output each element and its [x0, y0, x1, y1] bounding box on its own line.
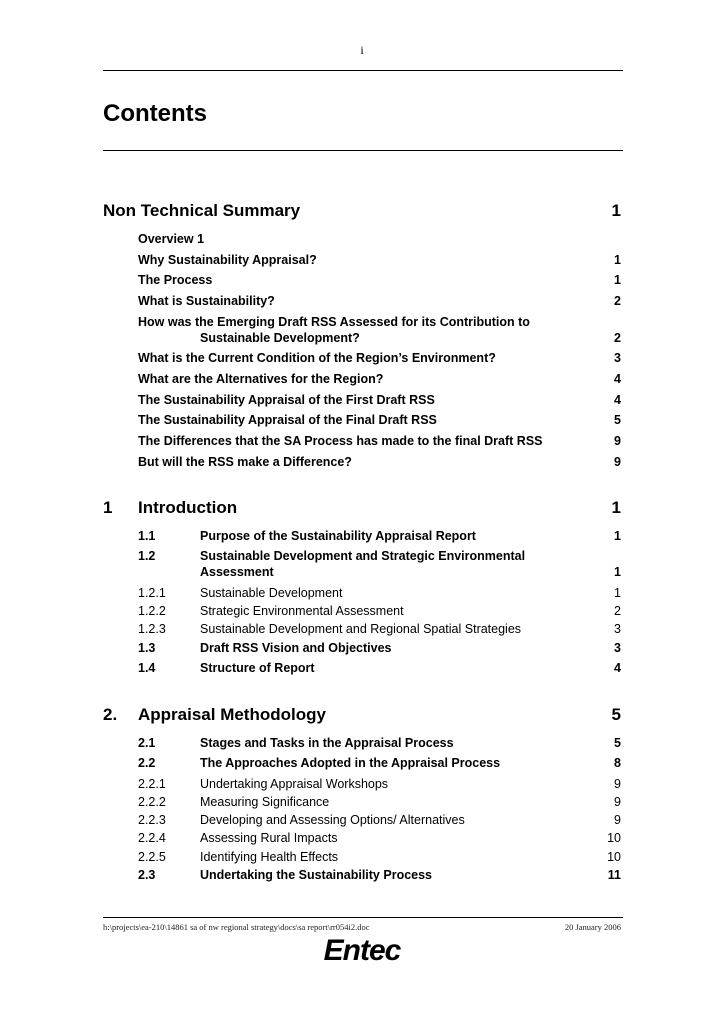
toc-entry-number: 2.2.4 — [138, 831, 166, 845]
toc-entry-page: 9 — [614, 777, 621, 791]
toc-entry-label: Overview 1 — [138, 232, 205, 246]
toc-entry-number: 2.2 — [138, 756, 156, 770]
toc-entry-page: 4 — [614, 393, 621, 407]
toc-entry-label: The Process — [138, 273, 213, 287]
toc-entry-page: 1 — [614, 565, 621, 579]
toc-entry-page: 8 — [614, 756, 621, 770]
toc-entry-label: What is Sustainability? — [138, 294, 275, 308]
toc-entry-page: 10 — [607, 850, 621, 864]
toc-entry-page: 2 — [614, 331, 621, 345]
toc-entry-number: 2.2.3 — [138, 813, 166, 827]
toc-entry-label: But will the RSS make a Difference? — [138, 455, 352, 469]
toc-entry-number: 2.2.2 — [138, 795, 166, 809]
entec-logo: Entec — [323, 934, 401, 967]
toc-entry-label: How was the Emerging Draft RSS Assessed for its Contribution to — [138, 315, 530, 329]
toc-entry-number: 1.3 — [138, 641, 156, 655]
toc-entry-label-continued: Assessment — [200, 565, 274, 579]
toc-entry-label: The Differences that the SA Process has made to the final Draft RSS — [138, 434, 543, 448]
toc-entry-page: 1 — [614, 253, 621, 267]
footer-date: 20 January 2006 — [564, 922, 621, 932]
toc-entry-page: 2 — [614, 604, 621, 618]
toc-heading-nts[interactable] — [0, 201, 724, 223]
toc-entry-label: Sustainable Development and Strategic Environmental — [200, 549, 526, 563]
toc-heading-label: Introduction — [138, 498, 238, 517]
toc-entry-label: The Approaches Adopted in the Appraisal Process — [200, 756, 501, 770]
toc-entry-number: 1.2.1 — [138, 586, 166, 600]
toc-entry-number: 1.4 — [138, 661, 156, 675]
toc-entry-label: The Sustainability Appraisal of the First Draft RSS — [138, 393, 435, 407]
toc-entry-page: 1 — [614, 273, 621, 287]
toc-heading-page: 1 — [611, 498, 621, 517]
toc-entry-number: 2.1 — [138, 736, 156, 750]
toc-entry-page: 3 — [614, 641, 621, 655]
toc-entry-number: 1.2.2 — [138, 604, 166, 618]
toc-entry-label: What are the Alternatives for the Region? — [138, 372, 384, 386]
toc-entry-number: 1.1 — [138, 529, 156, 543]
toc-heading-page: 5 — [611, 705, 621, 724]
toc-entry-number: 1.2.3 — [138, 622, 166, 636]
toc-entry-label: Sustainable Development — [200, 586, 343, 600]
page-number: i — [360, 43, 364, 57]
title-rule — [103, 150, 623, 151]
toc-entry-label: Structure of Report — [200, 661, 315, 675]
toc-heading-page: 1 — [611, 201, 621, 220]
toc-entry-number: 1.2 — [138, 549, 156, 563]
toc-entry-label: Stages and Tasks in the Appraisal Process — [200, 736, 454, 750]
toc-heading-introduction[interactable] — [0, 498, 724, 520]
toc-entry-label: Undertaking the Sustainability Process — [200, 868, 433, 882]
toc-entry-label: Identifying Health Effects — [200, 850, 339, 864]
toc-entry-page: 4 — [614, 661, 621, 675]
toc-entry-page: 3 — [614, 622, 621, 636]
toc-entry-page: 5 — [614, 413, 621, 427]
toc-entry-label: Measuring Significance — [200, 795, 330, 809]
toc-entry-number: 2.2.1 — [138, 777, 166, 791]
toc-entry-number: 2.2.5 — [138, 850, 166, 864]
toc-entry-label: Draft RSS Vision and Objectives — [200, 641, 392, 655]
toc-entry-label: Purpose of the Sustainability Appraisal Report — [200, 529, 476, 543]
toc-entry[interactable] — [0, 314, 724, 348]
footer-rule — [103, 917, 623, 918]
toc-entry-label: Strategic Environmental Assessment — [200, 604, 404, 618]
toc-entry-page: 9 — [614, 455, 621, 469]
page-title: Contents — [103, 100, 207, 127]
toc-entry-label: What is the Current Condition of the Region’s Environment? — [138, 351, 496, 365]
toc-entry-label: Why Sustainability Appraisal? — [138, 253, 317, 267]
toc-entry-page: 1 — [614, 529, 621, 543]
toc-entry-page: 9 — [614, 813, 621, 827]
toc-entry-label: Assessing Rural Impacts — [200, 831, 338, 845]
toc-entry-page: 11 — [607, 868, 621, 882]
toc-entry-page: 5 — [614, 736, 621, 750]
toc-entry-label: The Sustainability Appraisal of the Final Draft RSS — [138, 413, 437, 427]
toc-heading-number: 2. — [103, 705, 118, 724]
toc-heading-label: Appraisal Methodology — [138, 705, 326, 724]
toc-heading-label: Non Technical Summary — [103, 201, 301, 220]
toc-entry-number: 2.3 — [138, 868, 156, 882]
toc-entry-label-continued: Sustainable Development? — [200, 331, 360, 345]
toc-entry-page: 9 — [614, 434, 621, 448]
toc-heading-appraisal-methodology[interactable] — [0, 705, 724, 727]
toc-heading-number: 1 — [103, 498, 113, 517]
toc-entry-page: 3 — [614, 351, 621, 365]
toc-entry-label: Developing and Assessing Options/ Alternatives — [200, 813, 465, 827]
toc-entry-page: 2 — [614, 294, 621, 308]
toc-entry-page: 9 — [614, 795, 621, 809]
toc-entry-page: 1 — [614, 586, 621, 600]
footer-file-path: h:\projects\ea-210\14861 sa of nw regional strategy\docs\sa report\rr054i2.doc — [103, 922, 370, 932]
toc-entry[interactable] — [0, 548, 724, 582]
toc-entry-label: Sustainable Development and Regional Spatial Strategies — [200, 622, 522, 636]
toc-entry-page: 4 — [614, 372, 621, 386]
toc-entry-page: 10 — [607, 831, 621, 845]
header-rule — [103, 70, 623, 71]
toc-entry-label: Undertaking Appraisal Workshops — [200, 777, 389, 791]
